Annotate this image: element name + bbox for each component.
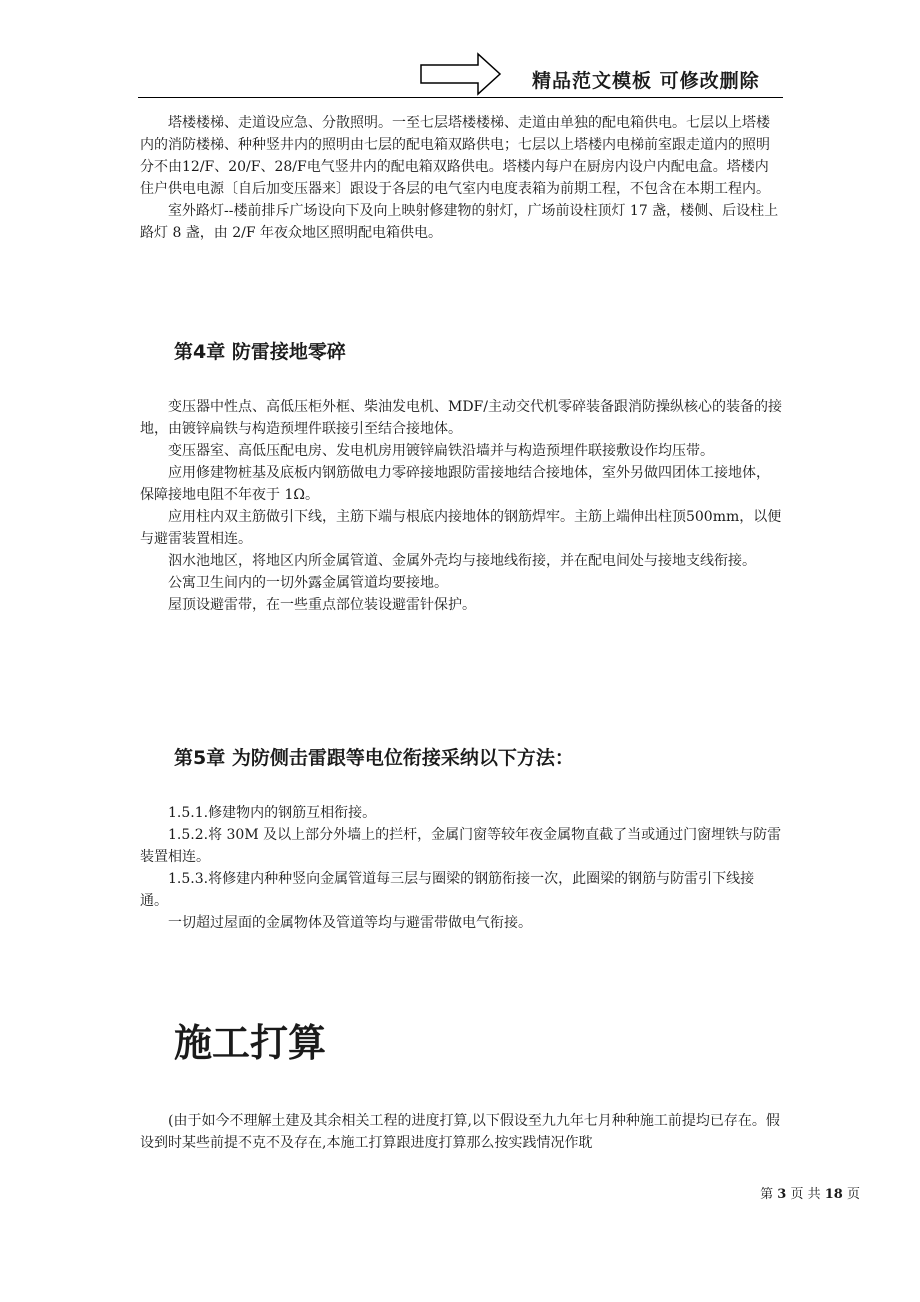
paragraph: 室外路灯--楼前排斥广场设向下及向上映射修建物的射灯，广场前设柱顶灯 17 盏，楼侧、后设柱上路灯 8 盏，由 2/F 年夜众地区照明配电箱供电。: [140, 203, 779, 241]
paragraph: 1.5.1.修建物内的钢筋互相衔接。: [168, 805, 377, 821]
paragraph: 应用修建物桩基及底板内钢筋做电力零碎接地跟防雷接地结合接地体，室外另做四团体工接地体，保障接地电阻不年夜于 1Ω。: [140, 465, 770, 503]
paragraph: 1.5.3.将修建内种种竖向金属管道每三层与圈梁的钢筋衔接一次，此圈梁的钢筋与防雷引下线接通。: [140, 871, 755, 909]
paragraph: (由于如今不理解土建及其余相关工程的进度打算,以下假设至九九年七月种种施工前提均已存在。假设到时某些前提不克不及存在,本施工打算跟进度打算那么按实践情况作耽: [140, 1113, 780, 1151]
footer-middle: 页 共: [790, 1187, 821, 1202]
header-label: 精品范文模板 可修改删除: [532, 70, 760, 92]
chapter-5-title: 第5章 为防侧击雷跟等电位衔接采纳以下方法：: [174, 747, 574, 769]
footer-suffix: 页: [846, 1187, 860, 1202]
construction-plan-title: 施工打算: [174, 1020, 327, 1065]
current-page: 3: [777, 1187, 787, 1202]
construction-body: [140, 1110, 782, 1154]
header-divider: [138, 97, 783, 98]
chapter-4-title: 第4章 防雷接地零碎: [174, 341, 346, 363]
paragraph: 变压器中性点、高低压柜外框、柴油发电机、MDF/主动交代机零碎装备跟消防操纵核心的装备的接地，由镀锌扁铁与构造预埋件联接引至结合接地体。: [140, 399, 782, 437]
paragraph: 一切超过屋面的金属物体及管道等均与避雷带做电气衔接。: [168, 915, 532, 931]
paragraph: 公寓卫生间内的一切外露金属管道均要接地。: [168, 575, 448, 591]
paragraph: 泅水池地区，将地区内所金属管道、金属外壳均与接地线衔接，并在配电间处与接地支线衔接。: [168, 553, 756, 569]
paragraph: 1.5.2.将 30M 及以上部分外墙上的拦杆，金属门窗等较年夜金属物直截了当或通过门窗埋铁与防雷装置相连。: [140, 827, 782, 865]
paragraph: 屋顶设避雷带，在一些重点部位装设避雷针保护。: [168, 597, 476, 613]
page-number: [680, 1183, 860, 1202]
chapter-4-body: [140, 396, 782, 616]
paragraph: 变压器室、高低压配电房、发电机房用镀锌扁铁沿墙并与构造预埋件联接敷设作均压带。: [168, 443, 714, 459]
paragraph: 应用柱内双主筋做引下线，主筋下端与根底内接地体的钢筋焊牢。主筋上端伸出柱顶500mm，以便与避雷装置相连。: [140, 509, 782, 547]
footer-prefix: 第: [760, 1187, 774, 1202]
paragraph: 塔楼楼梯、走道设应急、分散照明。一至七层塔楼楼梯、走道由单独的配电箱供电。七层以上塔楼内的消防楼梯、种种竖井内的照明由七层的配电箱双路供电；七层以上塔楼内电梯前室跟走道内的照明分不由12/F、20/F、28/F电气竖井内的配电箱双路供电。塔楼内每户在厨房内设户内配电盒。塔楼内住户供电电源〔自后加变压器来〕跟设于各层的电气室内电度表箱为前期工程，不包含在本期工程内。: [140, 115, 770, 197]
lighting-section: [140, 112, 782, 244]
total-pages: 18: [824, 1187, 843, 1202]
chapter-5-body: [140, 802, 782, 934]
arrow-icon: [420, 52, 502, 96]
